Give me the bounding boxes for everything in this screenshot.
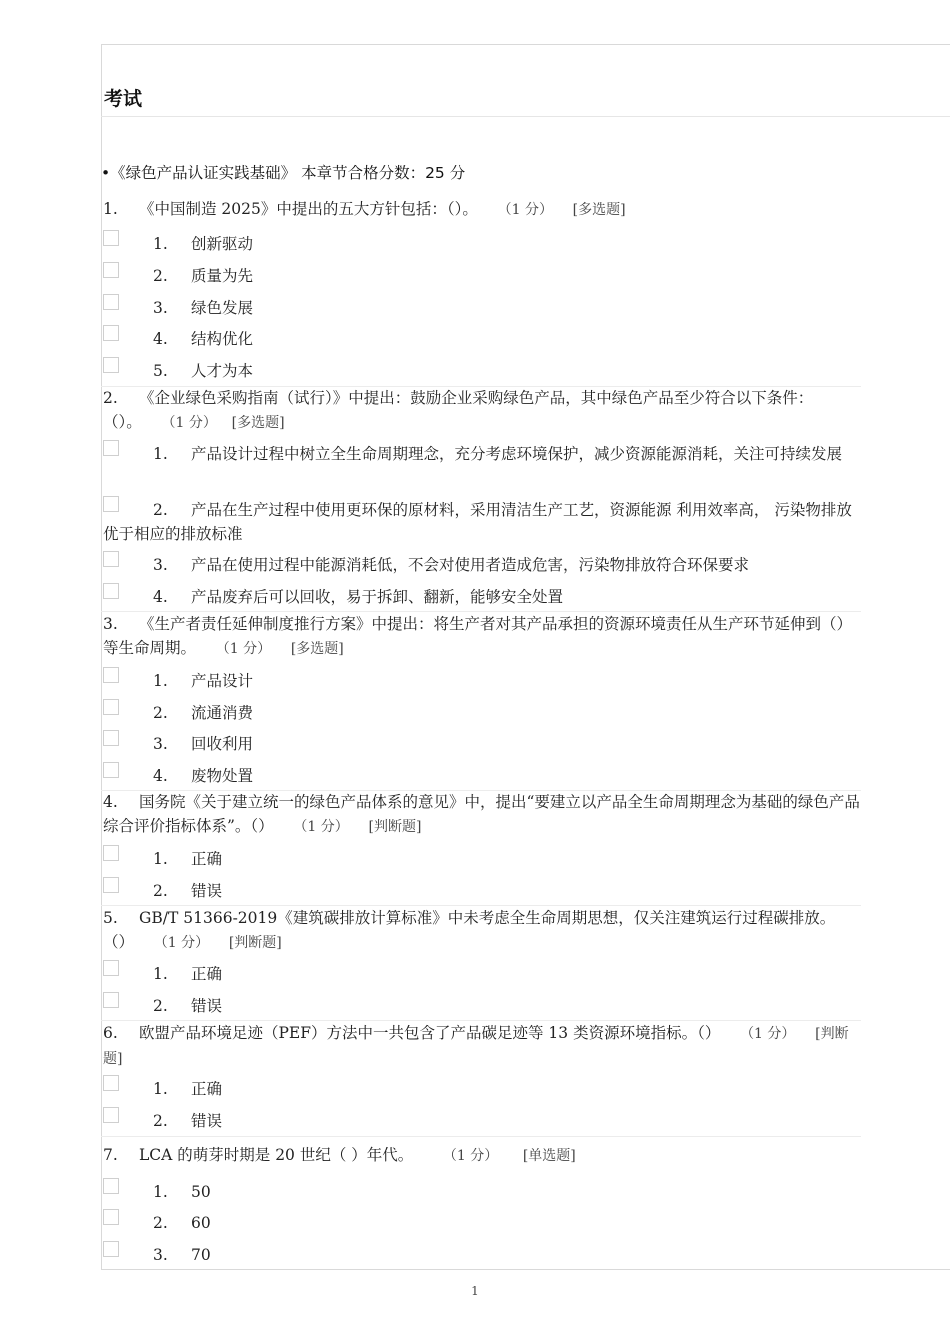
checkbox[interactable] (103, 667, 119, 683)
question-number: 7. (103, 1146, 118, 1164)
option-number: 2. (153, 1214, 168, 1232)
checkbox[interactable] (103, 960, 119, 976)
option-number: 2. (153, 704, 168, 722)
question-text: 欧盟产品环境足迹（PEF）方法中一共包含了产品碳足迹等 13 类资源环境指标。（） (139, 1024, 721, 1042)
question-number: 5. (103, 909, 118, 927)
question-type: [判断题] (228, 935, 282, 951)
option-3-3[interactable] (103, 732, 860, 756)
checkbox[interactable] (103, 325, 119, 341)
question-7 (103, 1143, 860, 1168)
question-score: （1 分） (497, 202, 553, 218)
checkbox[interactable] (103, 262, 119, 278)
checkbox[interactable] (103, 230, 119, 246)
option-number: 3. (153, 1246, 168, 1264)
option-label: 正确 (191, 1080, 223, 1098)
option-number: 5. (153, 362, 168, 380)
option-label: 流通消费 (191, 704, 254, 722)
option-2-4[interactable] (103, 585, 860, 609)
option-label: 正确 (191, 850, 223, 868)
option-label: 废物处置 (191, 767, 254, 785)
question-score: （1 分） (153, 935, 210, 951)
checkbox[interactable] (103, 762, 119, 778)
option-number: 1. (153, 850, 168, 868)
question-number: 4. (103, 793, 118, 811)
option-number: 1. (153, 445, 168, 463)
option-2-2[interactable] (103, 498, 860, 546)
question-score: （1 分） (215, 641, 272, 657)
option-2-1[interactable] (103, 442, 860, 466)
option-1-1[interactable] (103, 232, 860, 256)
question-type: [单选题] (522, 1148, 576, 1164)
question-type: [判断题] (103, 1026, 849, 1067)
option-label: 错误 (191, 1112, 223, 1130)
option-6-1[interactable] (103, 1077, 860, 1101)
option-3-1[interactable] (103, 669, 860, 693)
question-4 (103, 790, 860, 839)
header-divider (101, 116, 950, 117)
option-label: 回收利用 (191, 735, 254, 753)
option-number: 2. (153, 1112, 168, 1130)
radio[interactable] (103, 1241, 119, 1257)
option-number: 3. (153, 735, 168, 753)
checkbox[interactable] (103, 699, 119, 715)
checkbox[interactable] (103, 1107, 119, 1123)
option-number: 1. (153, 1080, 168, 1098)
question-text: 国务院《关于建立统一的绿色产品体系的意见》中，提出“要建立以产品全生命周期理念为基础的绿色产品综合评价指标体系”。（） (103, 793, 860, 835)
option-label: 产品在生产过程中使用更环保的原材料，采用清洁生产工艺，资源能源 利用效率高， 污染物排放优于相应的排放标准 (103, 501, 852, 543)
option-label: 人才为本 (191, 362, 254, 380)
pass-score-line: •《绿色产品认证实践基础》 本章节合格分数：25 分 (101, 164, 466, 182)
checkbox[interactable] (103, 730, 119, 746)
option-number: 2. (153, 501, 168, 519)
option-number: 1. (153, 235, 168, 253)
option-number: 3. (153, 556, 168, 574)
option-number: 2. (153, 882, 168, 900)
option-label: 产品设计过程中树立全生命周期理念，充分考虑环境保护，减少资源能源消耗，关注可持续发展 (191, 445, 843, 463)
checkbox[interactable] (103, 294, 119, 310)
checkbox[interactable] (103, 496, 119, 512)
option-6-2[interactable] (103, 1109, 860, 1133)
radio[interactable] (103, 1178, 119, 1194)
question-text: GB/T 51366-2019《建筑碳排放计算标准》中未考虑全生命周期思想，仅关注建筑运行过程碳排放。（） (103, 909, 836, 951)
question-type: [判断题] (368, 819, 422, 835)
option-label: 错误 (191, 997, 223, 1015)
checkbox[interactable] (103, 845, 119, 861)
question-5 (103, 906, 860, 955)
option-label: 创新驱动 (191, 235, 254, 253)
checkbox[interactable] (103, 992, 119, 1008)
option-1-2[interactable] (103, 264, 860, 288)
option-number: 4. (153, 767, 168, 785)
option-label: 结构优化 (191, 330, 254, 348)
question-type: [多选题] (572, 202, 626, 218)
question-number: 3. (103, 615, 118, 633)
option-1-4[interactable] (103, 327, 860, 351)
option-5-1[interactable] (103, 962, 860, 986)
option-4-1[interactable] (103, 847, 860, 871)
question-number: 2. (103, 389, 118, 407)
question-divider (101, 1136, 861, 1137)
question-number: 6. (103, 1024, 118, 1042)
question-score: （1 分） (161, 415, 217, 431)
option-label: 绿色发展 (191, 299, 254, 317)
option-label: 60 (191, 1214, 211, 1232)
option-label: 正确 (191, 965, 223, 983)
option-number: 1. (153, 1183, 168, 1201)
question-2 (103, 386, 860, 435)
option-label: 质量为先 (191, 267, 254, 285)
question-score: （1 分） (740, 1026, 796, 1042)
option-number: 2. (153, 997, 168, 1015)
checkbox[interactable] (103, 440, 119, 456)
option-4-2[interactable] (103, 879, 860, 903)
question-score: （1 分） (293, 819, 349, 835)
question-3 (103, 612, 860, 661)
checkbox[interactable] (103, 357, 119, 373)
option-7-3[interactable] (103, 1243, 860, 1267)
question-score: （1 分） (442, 1148, 499, 1164)
option-2-3[interactable] (103, 553, 860, 577)
question-1 (103, 197, 860, 222)
option-number: 2. (153, 267, 168, 285)
option-label: 产品设计 (191, 672, 254, 690)
option-label: 50 (191, 1183, 211, 1201)
option-7-1[interactable] (103, 1180, 860, 1204)
radio[interactable] (103, 1209, 119, 1225)
page-title: 考试 (104, 88, 143, 110)
option-1-3[interactable] (103, 296, 860, 320)
option-1-5[interactable] (103, 359, 860, 383)
option-label: 产品在使用过程中能源消耗低，不会对使用者造成危害，污染物排放符合环保要求 (191, 556, 750, 574)
checkbox[interactable] (103, 551, 119, 567)
question-text: LCA 的萌芽时期是 20 世纪（ ）年代。 (139, 1146, 414, 1164)
option-number: 3. (153, 299, 168, 317)
checkbox[interactable] (103, 1075, 119, 1091)
option-number: 1. (153, 672, 168, 690)
question-6 (103, 1021, 860, 1071)
option-label: 错误 (191, 882, 223, 900)
option-number: 4. (153, 588, 168, 606)
option-3-2[interactable] (103, 701, 860, 725)
question-text: 《中国制造 2025》中提出的五大方针包括：（）。 (139, 200, 478, 218)
option-3-4[interactable] (103, 764, 860, 788)
question-type: [多选题] (231, 415, 285, 431)
question-text: 《企业绿色采购指南（试行）》中提出：鼓励企业采购绿色产品，其中绿色产品至少符合以下条件：（）。 (103, 389, 814, 431)
question-type: [多选题] (290, 641, 344, 657)
option-7-2[interactable] (103, 1211, 860, 1235)
option-label: 产品废弃后可以回收，易于拆卸、翻新，能够安全处置 (191, 588, 564, 606)
question-number: 1. (103, 200, 118, 218)
question-text: 《生产者责任延伸制度推行方案》中提出：将生产者对其产品承担的资源环境责任从生产环节延伸到（）等生命周期。 (103, 615, 853, 657)
page-number: 1 (471, 1284, 479, 1298)
option-number: 1. (153, 965, 168, 983)
option-5-2[interactable] (103, 994, 860, 1018)
checkbox[interactable] (103, 583, 119, 599)
option-label: 70 (191, 1246, 211, 1264)
checkbox[interactable] (103, 877, 119, 893)
option-number: 4. (153, 330, 168, 348)
